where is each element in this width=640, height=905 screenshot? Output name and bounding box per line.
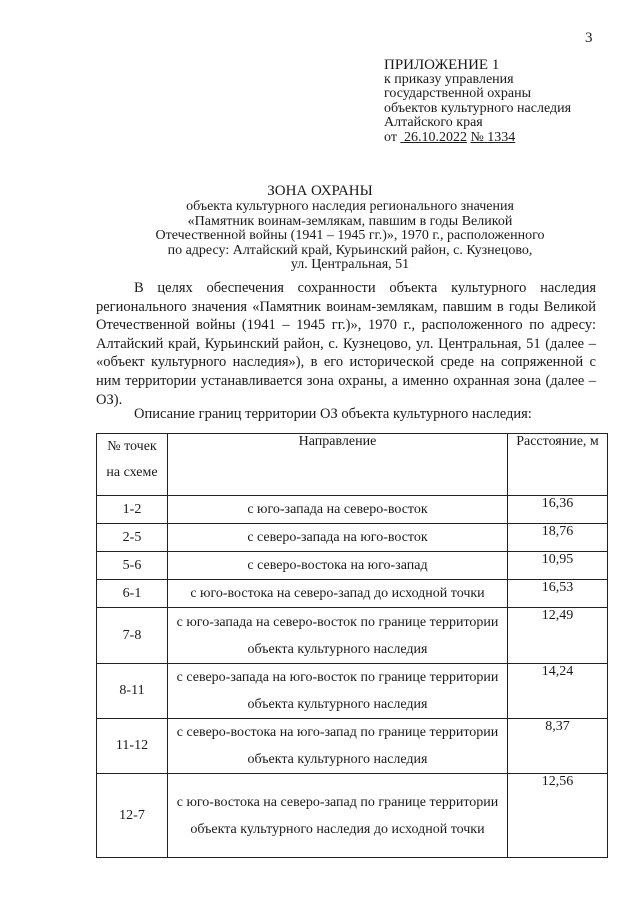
cell-points: 7-8 (97, 608, 168, 664)
annex-line: к приказу управления (384, 71, 514, 87)
cell-points: 5-6 (97, 552, 168, 580)
cell-distance: 16,53 (508, 580, 608, 608)
subtitle-line: по адресу: Алтайский край, Курьинский район, с. Кузнецово, (167, 242, 533, 258)
subtitle-line: ул. Центральная, 51 (290, 257, 410, 272)
cell-direction: с юго-востока на северо-запад до исходной точки (168, 580, 508, 608)
subtitle-line: Отечественной войны (1941 – 1945 гг.)», 1970 г., расположенного (155, 228, 545, 243)
cell-distance: 10,95 (508, 552, 608, 580)
order-number: № 1334 (470, 129, 516, 145)
page-number: 3 (585, 30, 593, 46)
document-title: ЗОНА ОХРАНЫ (267, 183, 373, 199)
cell-distance: 14,24 (508, 664, 608, 719)
table-row (97, 496, 608, 524)
header-points: № точек на схеме (97, 434, 168, 496)
date-prefix: от (384, 129, 397, 145)
cell-direction: с северо-запада на юго-восток по границе территории объекта культурного наследия (168, 664, 508, 719)
cell-points: 6-1 (97, 580, 168, 608)
subtitle-line: «Памятник воинам-землякам, павшим в годы Великой (187, 213, 513, 229)
cell-points: 11-12 (97, 719, 168, 774)
cell-distance: 12,49 (508, 608, 608, 664)
boundary-description-heading: Описание границ территории ОЗ объекта культурного наследия: (134, 406, 532, 422)
cell-direction: с северо-востока на юго-запад (168, 552, 508, 580)
table-row (97, 664, 608, 719)
cell-points: 1-2 (97, 496, 168, 524)
body-paragraph: В целях обеспечения сохранности объекта культурного наследия регионального значения «Памятник воинам-землякам, павшим в годы Великой Отечественной войны (1941 – 1945 гг.)», 1970 г., расположенного по адресу: Алтайский край, Курьинский район, с. Кузнецово, ул. Центральная, 51 (далее – «объект культурного наследия»), в его исторической среде на сопряженной с ним территории устанавливается зона охраны, а именно охранная зона (далее – ОЗ). (96, 280, 596, 408)
cell-distance: 16,36 (508, 496, 608, 524)
cell-direction: с юго-запада на северо-восток (168, 496, 508, 524)
table-row (97, 552, 608, 580)
annex-block (384, 58, 571, 145)
cell-points: 12-7 (97, 774, 168, 858)
annex-line: Алтайского края (384, 115, 483, 130)
cell-distance: 12,56 (508, 774, 608, 858)
cell-distance: 8,37 (508, 719, 608, 774)
cell-direction: с северо-востока на юго-запад по границе территории объекта культурного наследия (168, 719, 508, 774)
cell-points: 2-5 (97, 524, 168, 552)
cell-direction: с юго-запада на северо-восток по границе территории объекта культурного наследия (168, 608, 508, 664)
annex-title: ПРИЛОЖЕНИЕ 1 (384, 57, 500, 73)
subtitle-line: объекта культурного наследия регионального значения (186, 199, 514, 214)
header-direction: Направление (168, 434, 508, 496)
annex-date-line (384, 131, 571, 146)
annex-line: объектов культурного наследия (384, 100, 572, 116)
boundary-table (96, 433, 608, 858)
table-row (97, 608, 608, 664)
cell-points: 8-11 (97, 664, 168, 719)
header-distance: Расстояние, м (508, 434, 608, 496)
cell-direction: с северо-запада на юго-восток (168, 524, 508, 552)
table-row (97, 774, 608, 858)
document-subtitle (100, 200, 600, 273)
cell-direction: с юго-востока на северо-запад по границе территории объекта культурного наследия до исходной точки (168, 774, 508, 858)
table-row (97, 524, 608, 552)
table-row (97, 719, 608, 774)
cell-distance: 18,76 (508, 524, 608, 552)
table-row (97, 580, 608, 608)
order-date: 26.10.2022 (403, 129, 467, 145)
annex-line: государственной охраны (384, 86, 532, 101)
table-header-row (97, 434, 608, 496)
